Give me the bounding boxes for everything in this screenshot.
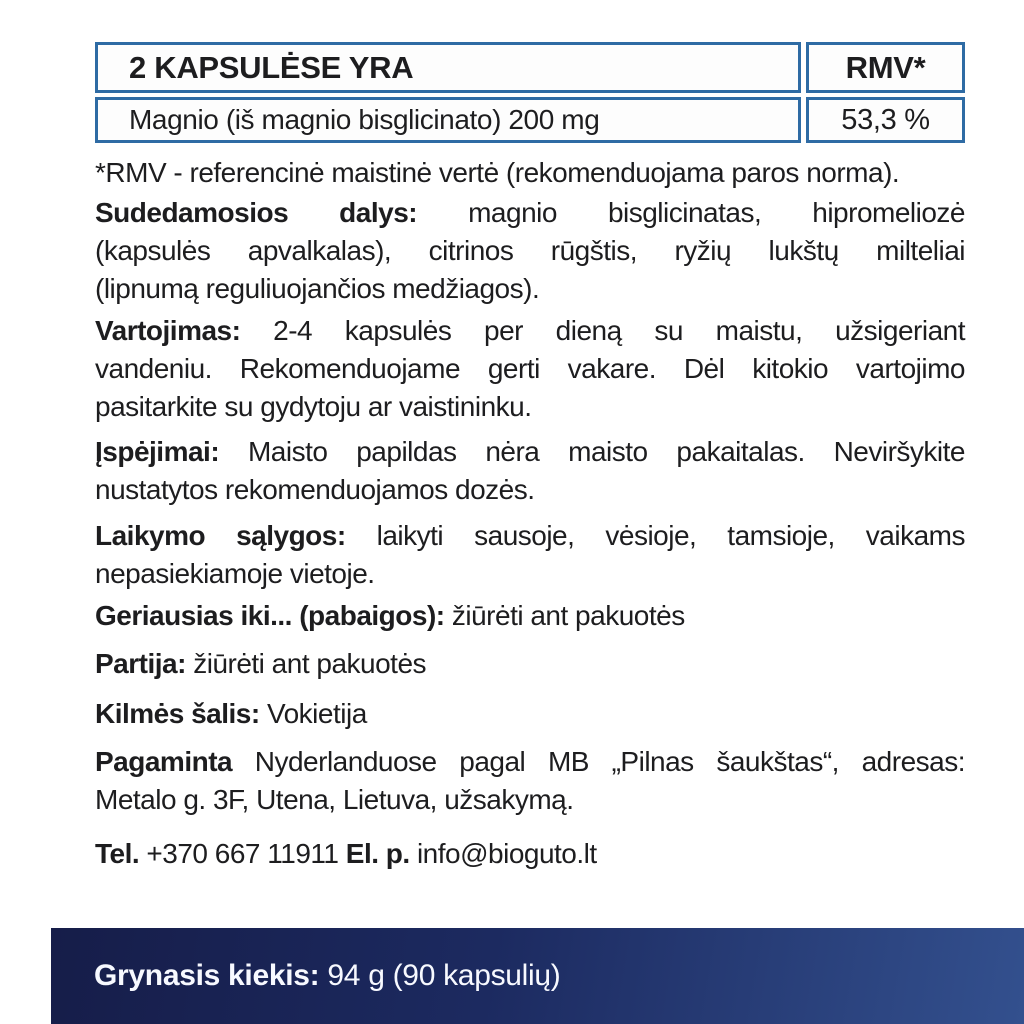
rmv-footnote [95, 154, 965, 192]
serving-header-label: 2 KAPSULĖSE YRA [129, 49, 414, 85]
nutrient-rmv-value: 53,3 % [841, 103, 930, 136]
text-segment: *RMV - referencinė maistinė vertė (rekomenduojama paros norma). [95, 157, 900, 188]
net-quantity-label: Grynasis kiekis: [94, 959, 320, 992]
text-segment: Maisto papildas nėra maisto pakaitalas. Neviršykite [219, 436, 965, 467]
text-line [95, 388, 965, 426]
nutrition-table [95, 42, 965, 143]
bold-text-segment: Įspėjimai: [95, 436, 220, 467]
text-line [95, 781, 965, 819]
text-line [95, 232, 965, 270]
bold-text-segment: El. p. [345, 838, 410, 869]
text-segment: pasitarkite su gydytoju ar vaistininku. [95, 391, 532, 422]
text-line [95, 312, 965, 350]
nutrient-name: Magnio (iš magnio bisglicinato) 200 mg [129, 104, 600, 135]
text-segment: 2-4 kapsulės per dieną su maistu, užsigeriant [240, 315, 965, 346]
country-of-origin [95, 695, 965, 733]
net-quantity-spacer [319, 959, 327, 993]
text-line [95, 517, 965, 555]
text-line [95, 433, 965, 471]
storage [95, 517, 965, 593]
text-line [95, 597, 965, 635]
text-segment: (lipnumą reguliuojančios medžiagos). [95, 273, 540, 304]
text-line [95, 645, 965, 683]
text-segment: nepasiekiamoje vietoje. [95, 558, 375, 589]
contacts [95, 835, 965, 873]
table-header-row [95, 42, 965, 93]
batch [95, 645, 965, 683]
net-quantity-bar [51, 928, 1024, 1024]
text-segment: žiūrėti ant pakuotės [444, 600, 685, 631]
best-before [95, 597, 965, 635]
text-segment: nustatytos rekomenduojamos dozės. [95, 474, 535, 505]
text-segment: Metalo g. 3F, Utena, Lietuva, užsakymą. [95, 784, 574, 815]
text-line [95, 555, 965, 593]
text-line [95, 835, 965, 873]
ingredients [95, 194, 965, 308]
text-segment: (kapsulės apvalkalas), citrinos rūgštis, ryžių lukštų milteliai [95, 235, 965, 266]
bold-text-segment: Geriausias iki... (pabaigos): [95, 600, 445, 631]
text-line [95, 270, 965, 308]
manufacturer [95, 743, 965, 819]
bold-text-segment: Vartojimas: [95, 315, 241, 346]
nutrient-rmv-cell [806, 97, 965, 143]
serving-header-cell [95, 42, 801, 93]
bold-text-segment: Pagaminta [95, 746, 233, 777]
text-segment: laikyti sausoje, vėsioje, tamsioje, vaikams [345, 520, 965, 551]
table-row [95, 97, 965, 143]
text-segment: magnio bisglicinatas, hipromeliozė [417, 197, 965, 228]
bold-text-segment: Laikymo sąlygos: [95, 520, 346, 551]
text-line [95, 471, 965, 509]
paragraphs [95, 148, 965, 873]
text-line [95, 194, 965, 232]
text-segment: Nyderlanduose pagal MB „Pilnas šaukštas“, adresas: [232, 746, 965, 777]
nutrient-name-cell [95, 97, 801, 143]
text-segment: info@bioguto.lt [409, 838, 597, 869]
text-line [95, 350, 965, 388]
text-segment: Vokietija [259, 698, 367, 729]
bold-text-segment: Kilmės šalis: [95, 698, 260, 729]
text-segment: vandeniu. Rekomenduojame gerti vakare. Dėl kitokio vartojimo [95, 353, 965, 384]
rmv-header-cell [806, 42, 965, 93]
net-quantity-value: 94 g (90 kapsulių) [327, 959, 561, 992]
bold-text-segment: Partija: [95, 648, 186, 679]
bold-text-segment: Sudedamosios dalys: [95, 197, 418, 228]
text-line [95, 154, 965, 192]
warnings [95, 433, 965, 509]
bold-text-segment: Tel. [95, 838, 140, 869]
text-segment: +370 667 11911 [139, 838, 346, 869]
rmv-header-label: RMV* [845, 49, 926, 85]
usage [95, 312, 965, 426]
text-line [95, 695, 965, 733]
text-segment: žiūrėti ant pakuotės [185, 648, 427, 679]
text-line [95, 743, 965, 781]
